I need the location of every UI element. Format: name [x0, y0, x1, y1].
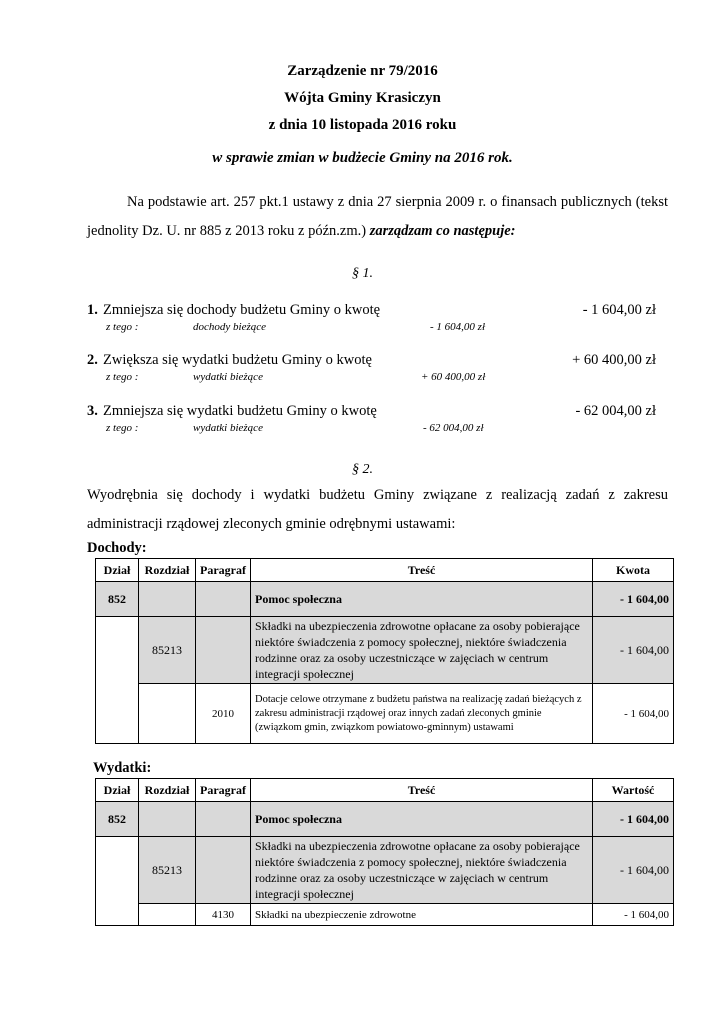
paragraf-code: 2010: [196, 684, 251, 744]
paragraf-desc: Składki na ubezpieczenie zdrowotne: [251, 904, 593, 926]
rozdzial-code: 85213: [139, 837, 196, 904]
item-number: 1.: [87, 302, 98, 318]
dzial-amount: - 1 604,00: [593, 802, 674, 837]
item-text: Zmniejsza się dochody budżetu Gminy o kwotę: [103, 302, 381, 318]
paragraf-amount: - 1 604,00: [593, 904, 674, 926]
title-line-3: z dnia 10 listopada 2016 roku: [268, 117, 457, 133]
item-number: 2.: [87, 352, 98, 368]
document-subject: w sprawie zmian w budżecie Gminy na 2016 rok.: [212, 150, 513, 166]
header-dzial: Dział: [96, 779, 139, 802]
table-header-row: [96, 559, 674, 582]
paragraf-desc: Dotacje celowe otrzymane z budżetu państwa na realizację zadań bieżących z zakresu administracji rządowej oraz innych zadań zleconych gminie (związkom gmin, związkom powiatowo-gminnym) ustawami: [251, 684, 593, 744]
empty-cell: [139, 582, 196, 617]
empty-cell: [196, 582, 251, 617]
rozdzial-amount: - 1 604,00: [593, 617, 674, 684]
table-row-dzial: [96, 802, 674, 837]
item-sub-type: wydatki bieżące: [193, 422, 263, 434]
item-sub-label: z tego :: [106, 371, 139, 383]
header-rozdzial: Rozdział: [139, 559, 196, 582]
header-tresc: Treść: [251, 779, 593, 802]
header-paragraf: Paragraf: [196, 559, 251, 582]
expenses-table: [95, 778, 674, 926]
dzial-amount: - 1 604,00: [593, 582, 674, 617]
empty-cell: [139, 904, 196, 926]
title-line-2: Wójta Gminy Krasiczyn: [284, 90, 441, 106]
income-label: Dochody:: [87, 540, 147, 556]
dzial-name: Pomoc społeczna: [251, 802, 593, 837]
dzial-code: 852: [96, 582, 139, 617]
item-amount: - 1 604,00 zł: [582, 302, 656, 318]
intro-paragraph: [87, 188, 668, 246]
empty-cell: [196, 617, 251, 684]
item-number: 3.: [87, 403, 98, 419]
intro-emphasis: zarządzam co następuje:: [369, 223, 516, 239]
title-line-1: Zarządzenie nr 79/2016: [287, 63, 438, 79]
empty-cell: [96, 617, 139, 744]
table-row-paragraf: [96, 684, 674, 744]
item-sub-amount: + 60 400,00 zł: [421, 371, 486, 383]
header-rozdzial: Rozdział: [139, 779, 196, 802]
dzial-name: Pomoc społeczna: [251, 582, 593, 617]
header-kwota: Kwota: [593, 559, 674, 582]
item-sub-label: z tego :: [106, 321, 139, 333]
intro-text: Na podstawie art. 257 pkt.1 ustawy z dnia 27 sierpnia 2009 r. o finansach publicznych (tekst jednolity Dz. U. nr 885 z 2013 roku z późn.zm.): [87, 194, 668, 239]
dzial-code: 852: [96, 802, 139, 837]
header-tresc: Treść: [251, 559, 593, 582]
item-text: Zmniejsza się wydatki budżetu Gminy o kwotę: [103, 403, 377, 419]
item-sub-type: dochody bieżące: [193, 321, 266, 333]
expenses-label: Wydatki:: [93, 760, 152, 776]
item-amount: + 60 400,00 zł: [572, 352, 656, 368]
empty-cell: [139, 802, 196, 837]
rozdzial-desc: Składki na ubezpieczenia zdrowotne opłacane za osoby pobierające niektóre świadczenia z pomocy społecznej, niektóre świadczenia rodzinne oraz za osoby uczestniczące w zajęciach w centrum integracji społecznej: [251, 837, 593, 904]
rozdzial-amount: - 1 604,00: [593, 837, 674, 904]
empty-cell: [196, 802, 251, 837]
empty-cell: [96, 837, 139, 926]
paragraf-code: 4130: [196, 904, 251, 926]
item-amount: - 62 004,00 zł: [575, 403, 656, 419]
paragraf-amount: - 1 604,00: [593, 684, 674, 744]
header-wartosc: Wartość: [593, 779, 674, 802]
section-2-paragraph: Wyodrębnia się dochody i wydatki budżetu Gminy związane z realizacją zadań z zakresu administracji rządowej zleconych gminie odrębnymi ustawami:: [87, 487, 668, 532]
section-1-heading: § 1.: [352, 266, 373, 281]
empty-cell: [139, 684, 196, 744]
table-row-rozdzial: [96, 617, 674, 684]
item-sub-label: z tego :: [106, 422, 139, 434]
table-row-rozdzial: [96, 837, 674, 904]
section-2-heading: § 2.: [352, 462, 373, 477]
table-header-row: [96, 779, 674, 802]
empty-cell: [196, 837, 251, 904]
rozdzial-desc: Składki na ubezpieczenia zdrowotne opłacane za osoby pobierające niektóre świadczenia z pomocy społecznej, niektóre świadczenia rodzinne oraz za osoby uczestniczące w zajęciach w centrum integracji społecznej: [251, 617, 593, 684]
table-row-dzial: [96, 582, 674, 617]
item-text: Zwiększa się wydatki budżetu Gminy o kwotę: [103, 352, 372, 368]
item-sub-amount: - 1 604,00 zł: [430, 321, 485, 333]
rozdzial-code: 85213: [139, 617, 196, 684]
table-row-paragraf: [96, 904, 674, 926]
income-table: [95, 558, 674, 744]
item-sub-type: wydatki bieżące: [193, 371, 263, 383]
item-sub-amount: - 62 004,00 zł: [423, 422, 484, 434]
header-dzial: Dział: [96, 559, 139, 582]
header-paragraf: Paragraf: [196, 779, 251, 802]
